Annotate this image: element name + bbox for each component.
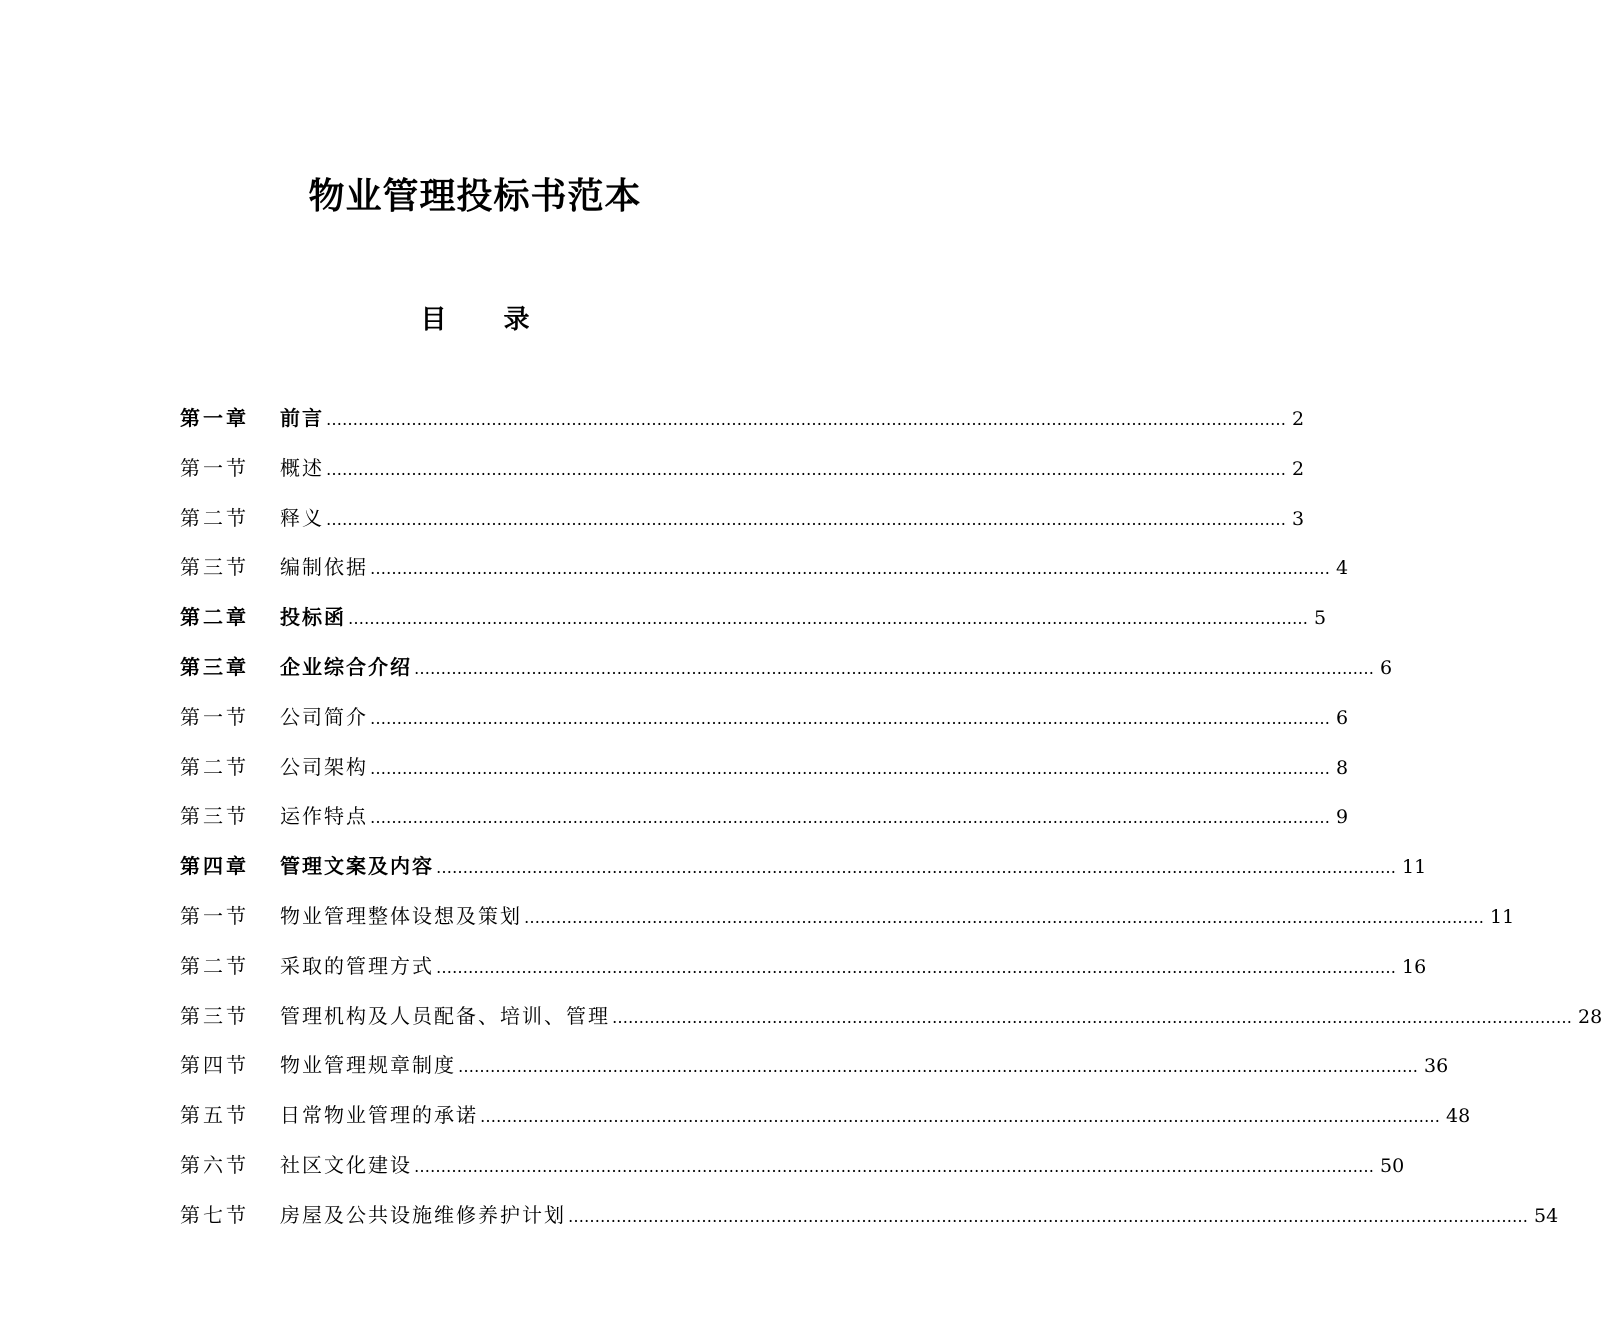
toc-entry-title: 企业综合介绍: [280, 654, 412, 679]
toc-entry-label: 第一节: [180, 704, 249, 729]
toc-section-entry[interactable]: [180, 996, 1602, 1046]
toc-dot-leader: ………………………………………………………………………………………………………………………………………………………………: [370, 559, 1330, 579]
toc-entry-label: 第三节: [180, 804, 249, 829]
toc-page-number: 48: [1446, 1105, 1471, 1128]
toc-chapter-entry[interactable]: [180, 398, 1305, 448]
toc-dot-leader: ………………………………………………………………………………………………………………………………………………………………: [326, 410, 1286, 429]
toc-page-number: 36: [1424, 1055, 1449, 1078]
toc-entry-title: 管理机构及人员配备、培训、管理: [280, 1003, 610, 1028]
toc-entry-label: 第三节: [180, 555, 249, 580]
toc-section-entry[interactable]: [180, 896, 1515, 946]
toc-page-number: 5: [1314, 607, 1327, 630]
toc-dot-leader: ………………………………………………………………………………………………………………………………………………………………: [348, 609, 1308, 629]
toc-entry-title: 日常物业管理的承诺: [280, 1103, 478, 1128]
toc-page-number: 28: [1578, 1005, 1602, 1028]
toc-entry-label: 第四章: [180, 854, 249, 879]
toc-dot-leader: ………………………………………………………………………………………………………………………………………………………………: [612, 1007, 1572, 1027]
toc-section-entry[interactable]: [180, 1145, 1405, 1195]
toc-entry-title: 概述: [280, 455, 324, 480]
toc-dot-leader: ………………………………………………………………………………………………………………………………………………………………: [524, 907, 1484, 927]
toc-entry-title: 运作特点: [280, 804, 368, 829]
toc-dot-leader: ………………………………………………………………………………………………………………………………………………………………: [436, 858, 1396, 878]
toc-entry-label: 第七节: [180, 1202, 249, 1227]
toc-page-number: 50: [1380, 1154, 1405, 1177]
toc-dot-leader: ………………………………………………………………………………………………………………………………………………………………: [414, 658, 1374, 678]
toc-entry-label: 第三节: [180, 1003, 249, 1028]
toc-section-entry[interactable]: [180, 747, 1349, 797]
toc-dot-leader: ………………………………………………………………………………………………………………………………………………………………: [414, 1156, 1374, 1176]
toc-entry-label: 第二节: [180, 754, 249, 779]
toc-entry-label: 第三章: [180, 654, 249, 679]
toc-dot-leader: ………………………………………………………………………………………………………………………………………………………………: [480, 1107, 1440, 1127]
toc-page-number: 11: [1402, 856, 1427, 879]
toc-entry-title: 前言: [280, 406, 324, 430]
toc-dot-leader: ………………………………………………………………………………………………………………………………………………………………: [370, 758, 1330, 778]
toc-entry-title: 物业管理规章制度: [280, 1053, 456, 1078]
toc-section-entry[interactable]: [180, 1095, 1471, 1145]
toc-entry-label: 第一节: [180, 903, 249, 928]
toc-dot-leader: ………………………………………………………………………………………………………………………………………………………………: [326, 509, 1286, 529]
toc-page-number: 8: [1336, 756, 1349, 779]
toc-entry-title: 房屋及公共设施维修养护计划: [280, 1202, 566, 1227]
toc-entry-label: 第二节: [180, 953, 249, 978]
toc-section-entry[interactable]: [180, 547, 1349, 597]
toc-page-number: 9: [1336, 806, 1349, 829]
toc-dot-leader: ………………………………………………………………………………………………………………………………………………………………: [458, 1057, 1418, 1077]
toc-page-number: 16: [1402, 955, 1427, 978]
toc-entry-title: 释义: [280, 505, 324, 530]
toc-entry-label: 第一章: [180, 406, 249, 430]
toc-chapter-entry[interactable]: [180, 597, 1327, 647]
toc-section-entry[interactable]: [180, 946, 1427, 996]
toc-entry-label: 第二章: [180, 605, 249, 630]
table-of-contents: [180, 398, 1602, 1245]
toc-entry-title: 公司架构: [280, 754, 368, 779]
toc-dot-leader: ………………………………………………………………………………………………………………………………………………………………: [326, 459, 1286, 479]
toc-dot-leader: ………………………………………………………………………………………………………………………………………………………………: [370, 808, 1330, 828]
toc-section-entry[interactable]: [180, 697, 1349, 747]
toc-entry-title: 公司简介: [280, 704, 368, 729]
toc-entry-title: 物业管理整体设想及策划: [280, 903, 522, 928]
toc-section-entry[interactable]: [180, 796, 1349, 846]
toc-section-entry[interactable]: [180, 498, 1305, 548]
toc-chapter-entry[interactable]: [180, 846, 1427, 896]
toc-entry-title: 投标函: [280, 605, 346, 630]
toc-heading: 目 录: [420, 305, 530, 335]
toc-section-entry[interactable]: [180, 1045, 1449, 1095]
toc-entry-title: 采取的管理方式: [280, 953, 434, 978]
toc-entry-label: 第五节: [180, 1103, 249, 1128]
toc-page-number: 3: [1292, 507, 1305, 530]
toc-dot-leader: ………………………………………………………………………………………………………………………………………………………………: [436, 957, 1396, 977]
toc-dot-leader: ………………………………………………………………………………………………………………………………………………………………: [370, 708, 1330, 728]
toc-chapter-entry[interactable]: [180, 647, 1393, 697]
toc-section-entry[interactable]: [180, 448, 1305, 498]
toc-page-number: 11: [1490, 905, 1515, 928]
toc-entry-title: 编制依据: [280, 555, 368, 580]
toc-page-number: 6: [1336, 706, 1349, 729]
toc-entry-label: 第一节: [180, 455, 249, 480]
toc-page-number: 2: [1292, 408, 1305, 430]
toc-section-entry[interactable]: [180, 1195, 1559, 1245]
toc-page-number: 2: [1292, 457, 1305, 480]
toc-page-number: 4: [1336, 557, 1349, 580]
toc-entry-label: 第四节: [180, 1053, 249, 1078]
toc-entry-label: 第二节: [180, 505, 249, 530]
toc-dot-leader: ………………………………………………………………………………………………………………………………………………………………: [568, 1206, 1528, 1226]
toc-entry-label: 第六节: [180, 1152, 249, 1177]
toc-entry-title: 社区文化建设: [280, 1152, 412, 1177]
toc-page-number: 54: [1534, 1204, 1559, 1227]
toc-page-number: 6: [1380, 656, 1393, 679]
toc-entry-title: 管理文案及内容: [280, 854, 434, 879]
document-title: 物业管理投标书范本: [308, 176, 642, 217]
